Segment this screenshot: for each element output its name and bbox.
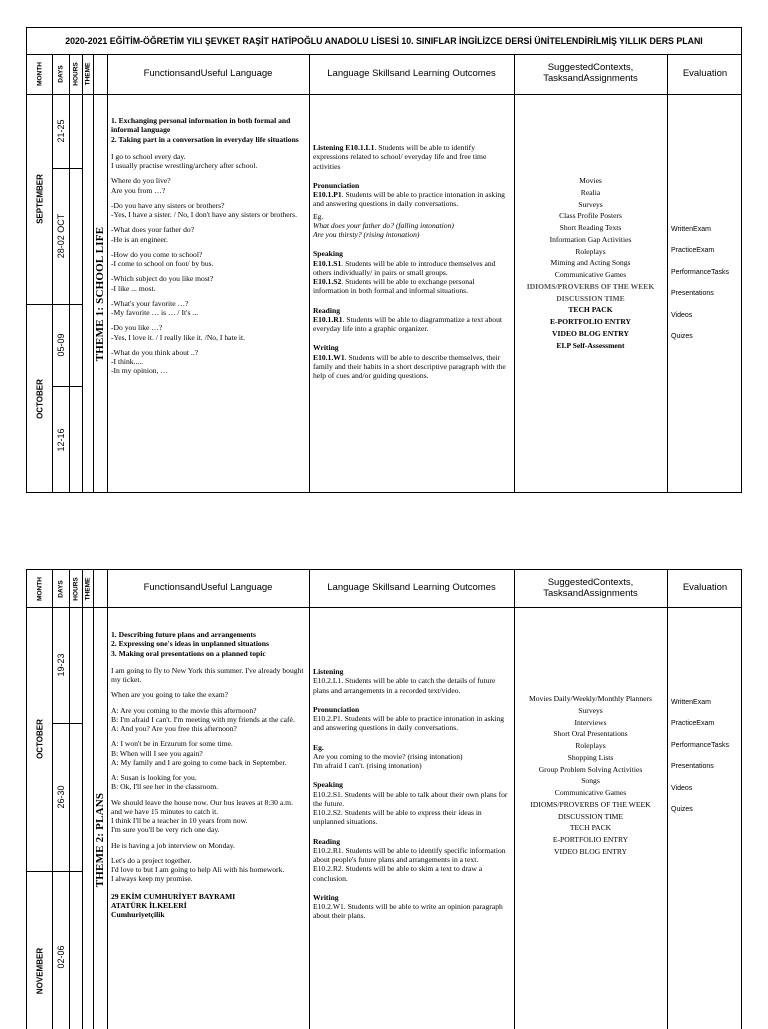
example-text: I'm afraid I can't. (rising intonation)	[313, 761, 422, 770]
function-heading: 1. Exchanging personal information in both formal and informal language	[111, 116, 291, 135]
example-line: We should leave the house now. Our bus leaves at 8:30 a.m. and we have 15 minutes to catch it.	[111, 797, 293, 816]
skill-heading: Listening	[313, 667, 344, 676]
example-line: -In my opinion, …	[111, 366, 168, 376]
header-hours: HOURS	[72, 576, 79, 601]
skill-code: E10.1.S1	[313, 258, 342, 268]
context-item: IDIOMS/PROVERBS OF THE WEEK	[530, 799, 651, 809]
example-line: A: And you? Are you free this afternoon?	[111, 724, 237, 733]
skill-heading: Reading	[313, 305, 341, 315]
header-theme: THEME	[84, 577, 91, 600]
context-item: Roleplays	[575, 741, 606, 751]
example-text: What does your father do? (falling intonation)	[313, 220, 454, 230]
plan-table-theme-2	[26, 569, 742, 1029]
skill-heading: Writing	[313, 892, 339, 902]
context-item: DISCUSSION TIME	[557, 811, 624, 821]
context-item: Class Profile Posters	[559, 211, 622, 221]
evaluation-item: PerformanceTasks	[671, 268, 729, 276]
language-skills-content	[313, 667, 510, 927]
functions-content	[111, 630, 305, 925]
national-day-heading: 29 EKİM CUMHURİYET BAYRAMI	[111, 891, 236, 901]
context-item: Movies	[579, 176, 602, 185]
skill-text: . Students will be able to identify expressions related to school/ everyday life and free time activities	[313, 143, 487, 171]
example-line: -What does your father do?	[111, 225, 195, 235]
day-range: 26-30	[55, 785, 66, 809]
example-line: I think I'll be a teacher in 10 years from now.	[111, 816, 248, 825]
context-item: VIDEO BLOG ENTRY	[554, 846, 627, 856]
evaluation-item: PracticeExam	[671, 720, 715, 728]
context-item: VIDEO BLOG ENTRY	[552, 328, 629, 338]
header-month: MONTH	[36, 62, 43, 86]
function-heading: 1. Describing future plans and arrangements	[111, 630, 256, 639]
example-line: A: Are you coming to the movie this afternoon?	[111, 705, 257, 715]
day-range: 28-02 OCT	[55, 213, 66, 259]
evaluation-item: Quizes	[671, 805, 693, 813]
example-line: B: I'm afraid I can't. I'm meeting with my friends at the café.	[111, 714, 295, 724]
day-range: 19-23	[55, 653, 66, 677]
header-functions: FunctionsandUseful Language	[143, 582, 273, 594]
example-label: Eg.	[313, 211, 324, 221]
skill-text: . Students will be able to diagrammatize a text about everyday life into a graphic organizer.	[313, 314, 502, 333]
header-theme: THEME	[84, 62, 91, 86]
context-item: Communicative Games	[554, 270, 627, 280]
example-line: I'm sure you'll be very rich one day.	[111, 825, 220, 835]
language-skills-content	[313, 143, 510, 386]
month-label: OCTOBER	[35, 379, 44, 419]
skill-text: . Students will be able to exchange personal information in both formal and informal situations.	[313, 277, 475, 296]
header-evaluation: Evaluation	[682, 582, 728, 594]
example-line: I usually practise wrestling/archery after school.	[111, 161, 258, 170]
evaluation-list	[671, 699, 741, 827]
functions-content	[111, 116, 305, 382]
skill-heading: Pronunciation	[313, 704, 360, 714]
example-line: B: When will I see you again?	[111, 748, 203, 758]
example-line: -What do you think about ..?	[111, 347, 199, 357]
month-label: NOVEMBER	[35, 947, 44, 995]
document-title: 2020-2021 EĞİTİM-ÖĞRETİM YILI ŞEVKET RAŞİT HATİPOĞLU ANADOLU LİSESİ 10. SINIFLAR İNGİLİZCE DERSİ ÜNİTELENDİRİLMİŞ YILLIK DERS PLANI	[27, 28, 741, 55]
skill-code: E10.1.P1	[313, 190, 342, 199]
context-item: Surveys	[578, 199, 603, 209]
context-item: Short Oral Presentations	[553, 729, 628, 739]
example-line: -Yes, I love it. / I really like it. /No, I hate it.	[111, 332, 245, 342]
header-language-skills: Language Skillsand Learning Outcomes	[327, 67, 496, 79]
skill-heading: Reading	[313, 836, 341, 846]
example-line: -How do you come to school?	[111, 249, 203, 259]
context-item: E-PORTFOLIO ENTRY	[549, 317, 632, 327]
day-range: 12-16	[55, 428, 66, 452]
example-line: A: Susan is looking for you.	[111, 773, 197, 782]
skill-text: E10.2.R1. Students will be able to identify specific information about people's future plans and arrangements in a text.	[313, 845, 506, 864]
skill-heading: Speaking	[313, 249, 343, 259]
example-line: Where do you live?	[111, 176, 171, 186]
skill-text: E10.2.L1. Students will be able to catch the details of future plans and arrangements in a recorded text/video.	[313, 676, 496, 695]
function-heading: 3. Making oral presentations on a planned topic	[111, 648, 266, 658]
header-suggested-contexts: SuggestedContexts, TasksandAssignments	[543, 62, 638, 84]
skill-heading: Pronunciation	[313, 180, 360, 190]
header-functions: FunctionsandUseful Language	[143, 67, 273, 79]
context-item: Information Gap Activities	[549, 234, 632, 244]
context-item: Communicative Games	[554, 788, 627, 798]
example-line: A: My family and I are going to come back in September.	[111, 757, 287, 767]
day-range: 05-09	[55, 333, 66, 357]
example-line: I always keep my promise.	[111, 874, 193, 884]
context-item: Group Problem Solving Activities	[538, 764, 643, 774]
example-text: Are you coming to the movie? (rising intonation)	[313, 751, 463, 761]
day-range: 21-25	[55, 119, 66, 143]
header-hours: HOURS	[72, 62, 79, 86]
suggested-contexts-list	[519, 693, 662, 858]
theme-title: THEME 2: PLANS	[94, 792, 106, 888]
function-heading: 2. Expressing one's ideas in unplanned situations	[111, 639, 269, 649]
example-line: -Do you have any sisters or brothers?	[111, 200, 225, 210]
ataturk-principles-heading: ATATÜRK İLKELERİ	[111, 900, 187, 910]
skill-code: E10.1.W1	[313, 352, 345, 362]
example-line: A: I won't be in Erzurum for some time.	[111, 739, 233, 749]
example-line: -He is an engineer.	[111, 234, 168, 244]
skill-text: . Students will be able to introduce themselves and others individually/ in pairs or small groups.	[313, 258, 496, 277]
example-line: -I like ... most.	[111, 283, 156, 293]
skill-code: E10.1.R1	[313, 314, 343, 324]
example-line: -My favorite … is … / It's ...	[111, 308, 198, 317]
skill-heading: Speaking	[313, 780, 343, 790]
evaluation-item: Quizes	[671, 332, 693, 340]
skill-text: E10.2.S2. Students will be able to express their ideas in unplanned situations.	[313, 808, 482, 827]
day-range: 02-06	[55, 945, 66, 969]
context-item: Movies Daily/Weekly/Monthly Planners	[529, 694, 652, 703]
context-item: TECH PACK	[568, 305, 613, 315]
context-item: Shopping Lists	[567, 752, 614, 762]
principle-label: Cumhuriyetçilik	[111, 910, 165, 919]
example-line: I go to school every day.	[111, 151, 186, 161]
context-item: IDIOMS/PROVERBS OF THE WEEK DISCUSSION TIME	[526, 281, 655, 303]
function-heading: 2. Taking part in a conversation in everyday life situations	[111, 134, 299, 144]
example-line: B: Ok, I'll see her in the classroom.	[111, 782, 219, 792]
example-line: -What's your favorite …?	[111, 298, 189, 308]
example-line: Are you from …?	[111, 185, 166, 195]
context-item: Interviews	[574, 717, 607, 727]
example-line: -Do you like …?	[111, 323, 163, 333]
context-item: ELP Self-Assessment	[556, 340, 625, 350]
evaluation-item: PerformanceTasks	[671, 741, 729, 749]
header-evaluation: Evaluation	[682, 67, 728, 79]
suggested-contexts-list	[517, 175, 664, 351]
header-days: DAYS	[57, 65, 64, 83]
skill-text: E10.2.S1. Students will be able to talk about their own plans for the future.	[313, 789, 508, 808]
context-item: Realia	[580, 187, 601, 197]
skill-text: E10.2.P1. Students will be able to practice intonation in asking and answering questions in daily conversations.	[313, 714, 505, 733]
example-line: Let's do a project together.	[111, 855, 192, 865]
skill-heading: Writing	[313, 343, 339, 353]
example-line: I'd love to but I am going to help Ali with his homework.	[111, 865, 285, 874]
context-item: Short Reading Texts	[559, 223, 622, 233]
context-item: TECH PACK	[569, 823, 612, 833]
month-label: OCTOBER	[35, 719, 44, 759]
evaluation-item: WrittenExam	[671, 226, 711, 233]
header-month: MONTH	[36, 576, 43, 601]
header-language-skills: Language Skillsand Learning Outcomes	[327, 582, 496, 594]
skill-code: E10.1.S2	[313, 277, 342, 286]
example-label: Eg.	[313, 742, 324, 752]
example-line: -I think.....	[111, 357, 144, 366]
evaluation-list	[671, 226, 741, 354]
skill-text: E10.2.W1. Students will be able to write an opinion paragraph about their plans.	[313, 902, 503, 921]
context-item: Miming and Acting Songs	[550, 258, 631, 268]
skill-text: . Students will be able to practice intonation in asking and answering questions in daily conversations.	[313, 190, 505, 209]
header-days: DAYS	[57, 579, 64, 598]
example-line: He is having a job interview on Monday.	[111, 840, 235, 850]
example-line: -Which subject do you like most?	[111, 274, 214, 284]
example-line: -I come to school on foot/ by bus.	[111, 259, 214, 268]
header-suggested-contexts: SuggestedContexts, TasksandAssignments	[543, 576, 638, 599]
example-text: Are you thirsty? (rising intonation)	[313, 230, 420, 239]
context-item: Surveys	[578, 705, 603, 715]
example-line: When are you going to take the exam?	[111, 690, 229, 700]
month-label: SEPTEMBER	[35, 174, 44, 224]
evaluation-item: Videos	[671, 311, 693, 319]
skill-text: . Students will be able to describe themselves, their family and their habits in a short descriptive paragraph with the help of cues and/or guiding questions.	[313, 352, 506, 380]
theme-title: THEME 1: SCHOOL LIFE	[94, 226, 106, 362]
example-line: I am going to fly to New York this summer. I've already bought my ticket.	[111, 665, 304, 684]
context-item: Roleplays	[575, 246, 606, 256]
evaluation-item: Presentations	[671, 763, 714, 771]
evaluation-item: Videos	[671, 784, 693, 792]
context-item: Songs	[581, 776, 600, 786]
evaluation-item: WrittenExam	[671, 699, 711, 706]
context-item: E-PORTFOLIO ENTRY	[552, 835, 629, 845]
evaluation-item: PracticeExam	[671, 247, 715, 255]
example-line: -Yes, I have a sister. / No, I don't have any sisters or brothers.	[111, 210, 297, 219]
evaluation-item: Presentations	[671, 290, 714, 298]
skill-heading: Listening E10.1.L1	[313, 143, 375, 152]
skill-text: E10.2.R2. Students will be able to skim a text to draw a conclusion.	[313, 864, 483, 883]
plan-table-theme-1	[26, 27, 742, 493]
